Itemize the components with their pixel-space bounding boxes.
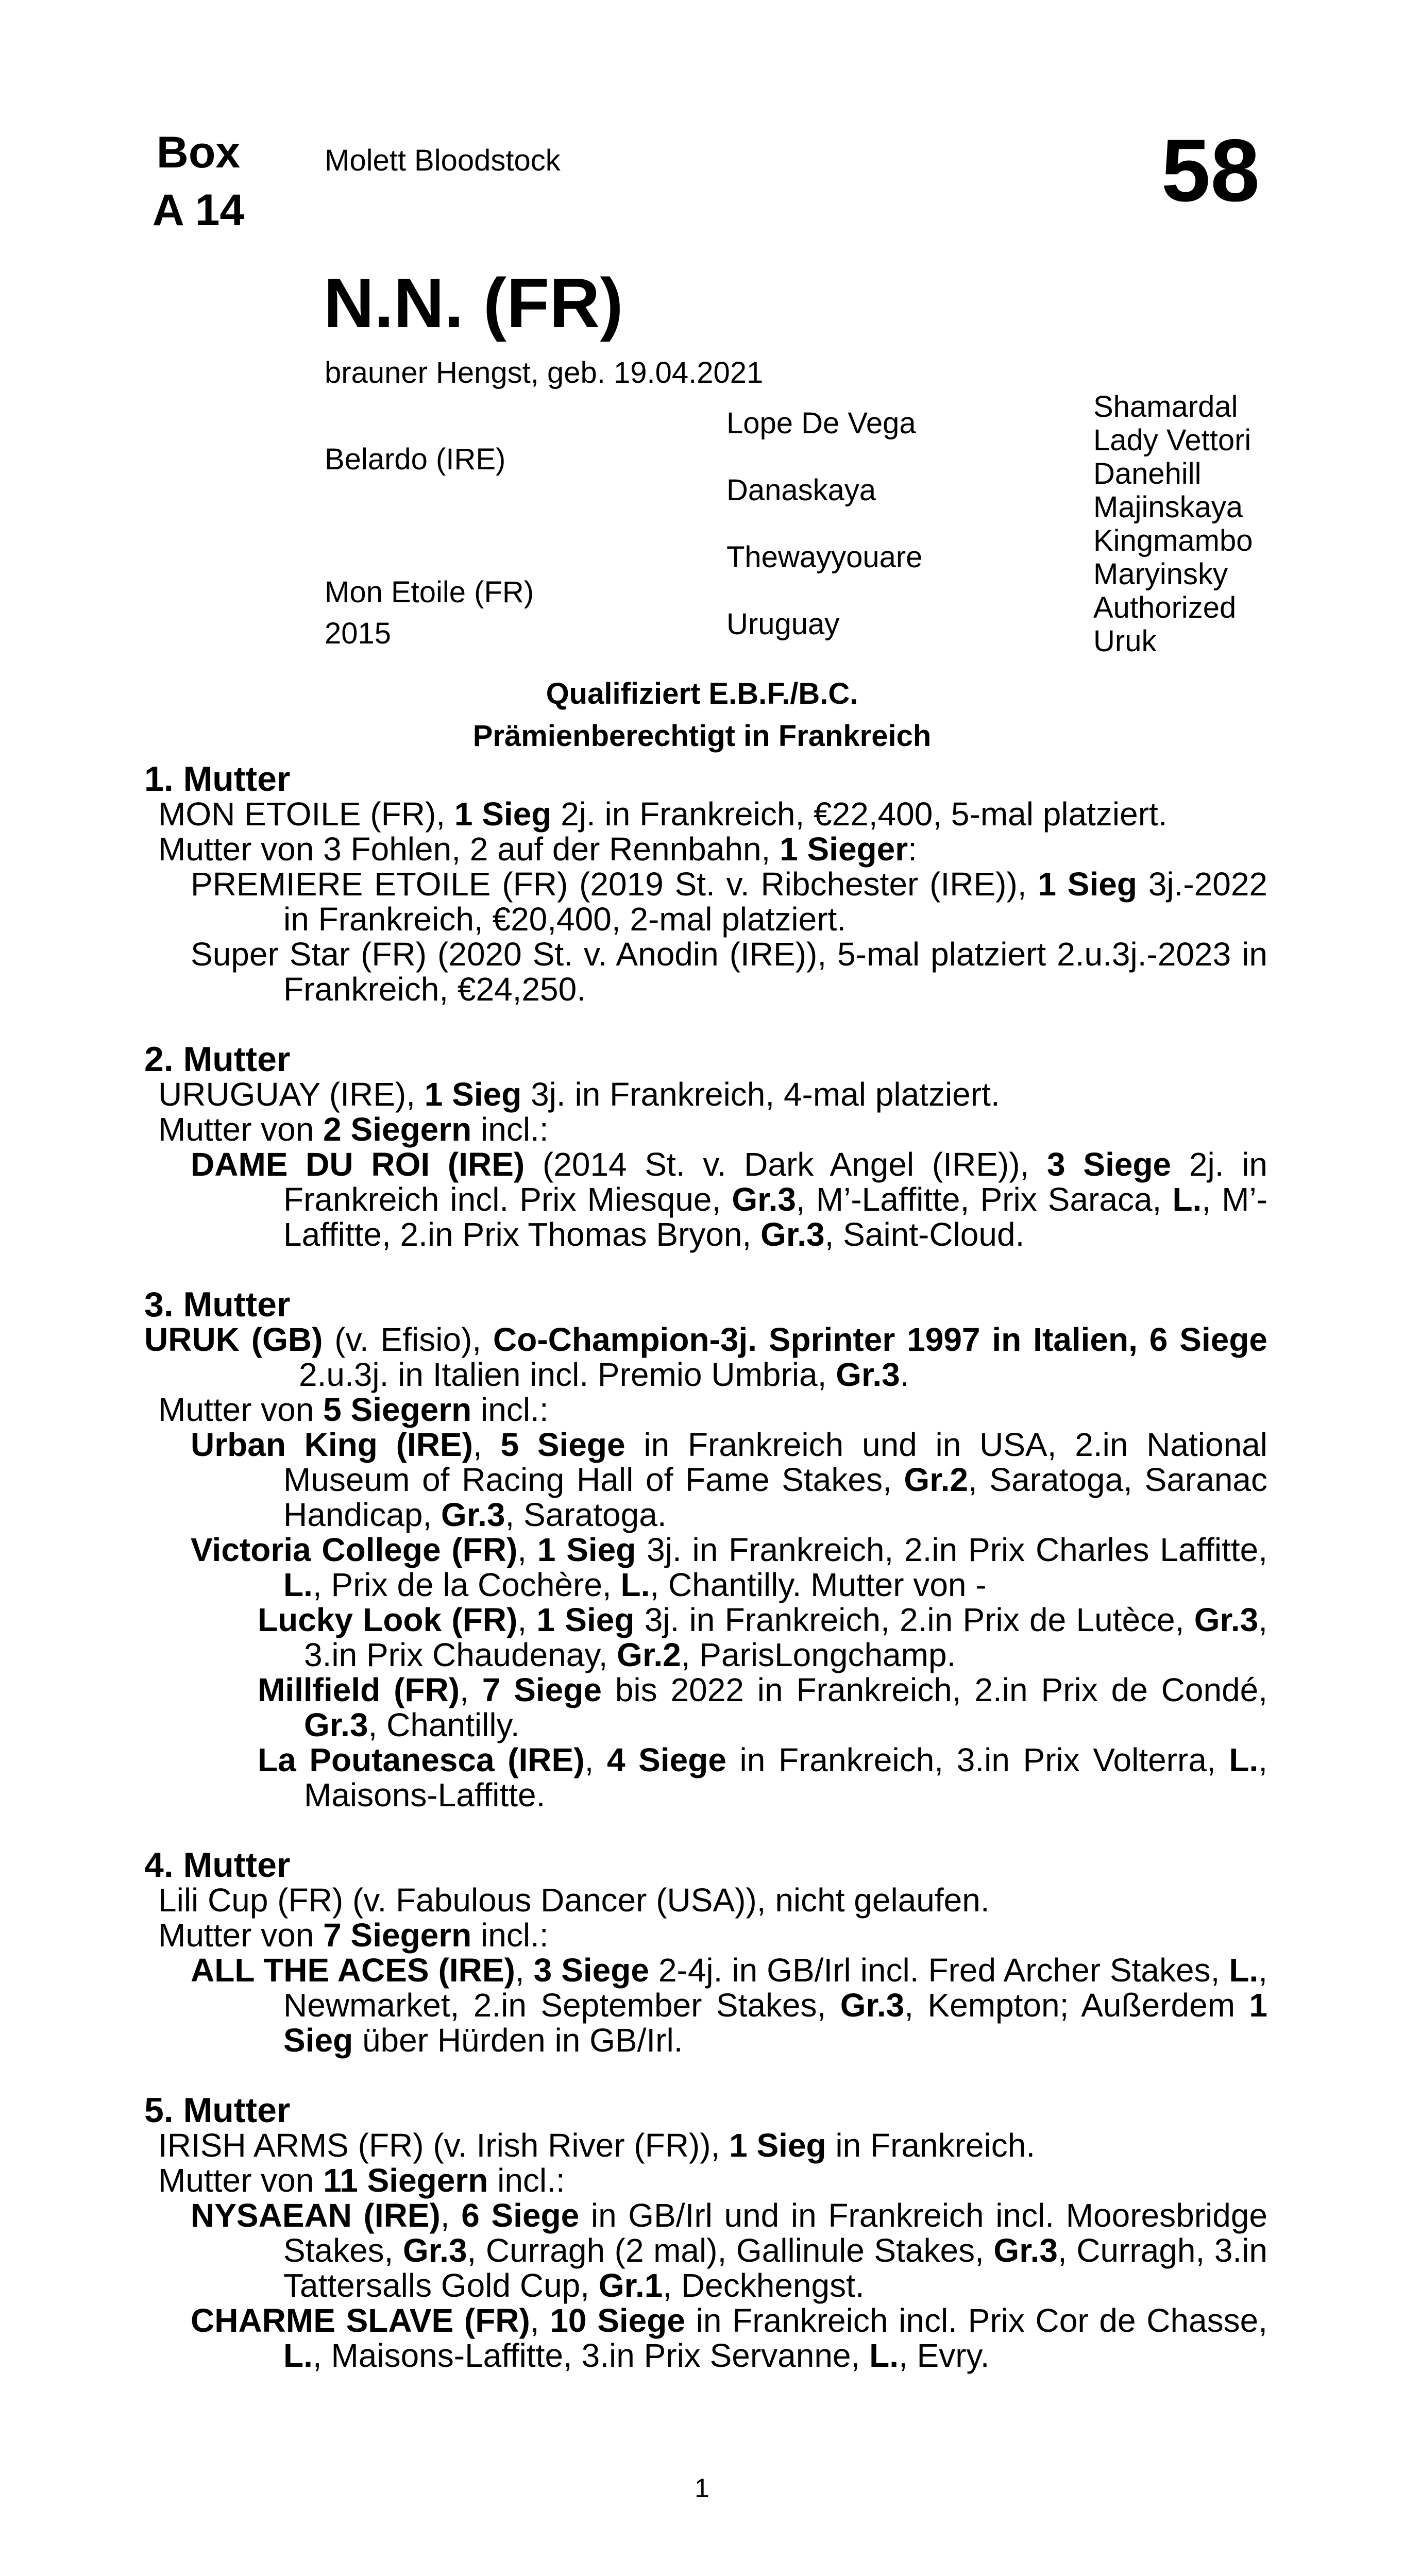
dam-line	[144, 761, 1267, 2408]
box-label	[131, 124, 265, 239]
section-2nd-dam	[144, 1042, 1267, 1252]
produce-summary: Mutter von 2 Siegern incl.:	[158, 1111, 549, 1148]
produce-summary: Mutter von 11 Siegern incl.:	[158, 2162, 565, 2199]
produce-summary: Mutter von 5 Siegern incl.:	[158, 1391, 549, 1428]
grand-produce-entry: La Poutanesca (IRE), 4 Siege in Frankreich, 3.in Prix Volterra, L., Maisons-Laffitte.	[258, 1741, 1268, 1814]
dam-entry: Lili Cup (FR) (v. Fabulous Dancer (USA)), nicht gelaufen.	[158, 1882, 990, 1919]
section-3rd-dam	[144, 1287, 1267, 1812]
section-4th-dam	[144, 1845, 1268, 2059]
pedigree-gen3-7: Authorized	[1093, 591, 1237, 624]
grand-produce-entry: Millfield (FR), 7 Siege bis 2022 in Frankreich, 2.in Prix de Condé, Gr.3, Chantilly.	[258, 1671, 1268, 1743]
produce-entry: ALL THE ACES (IRE), 3 Siege 2-4j. in GB/Irl incl. Fred Archer Stakes, L., Newmarket, 2.in September Stakes, Gr.3, Kempton; Außerdem 1 Sieg über Hürden in GB/Irl.	[191, 1952, 1268, 2059]
section-heading: 1. Mutter	[144, 759, 291, 799]
produce-summary: Mutter von 7 Siegern incl.:	[158, 1917, 549, 1954]
pedigree-gen3-8: Uruk	[1093, 624, 1157, 658]
pedigree-gen3-6: Maryinsky	[1093, 557, 1228, 591]
pedigree-gen3-4: Majinskaya	[1093, 490, 1243, 524]
produce-entry: Urban King (IRE), 5 Siege in Frankreich und in USA, 2.in National Museum of Racing Hall of Fame Stakes, Gr.2, Saratoga, Saranac Handicap, Gr.3, Saratoga.	[191, 1426, 1268, 1533]
section-1st-dam	[144, 761, 1267, 1007]
produce-entry: PREMIERE ETOILE (FR) (2019 St. v. Ribchester (IRE)), 1 Sieg 3j.-2022 in Frankreich, €20,400, 2-mal platziert.	[191, 866, 1268, 938]
produce-summary: Mutter von 3 Fohlen, 2 auf der Rennbahn, 1 Sieger:	[158, 831, 917, 868]
pedigree-gen2-4: Uruguay	[726, 607, 840, 641]
pedigree-gen2-1: Lope De Vega	[726, 406, 916, 440]
grand-produce-entry: Lucky Look (FR), 1 Sieg 3j. in Frankreich, 2.in Prix de Lutèce, Gr.3, 3.in Prix Chaudenay, Gr.2, ParisLongchamp.	[258, 1601, 1268, 1673]
produce-entry: CHARME SLAVE (FR), 10 Siege in Frankreich incl. Prix Cor de Chasse, L., Maisons-Laffitte, 3.in Prix Servanne, L., Evry.	[191, 2302, 1268, 2374]
pedigree-gen3-1: Shamardal	[1093, 390, 1238, 423]
qualification-praemie: Prämienberechtigt in Frankreich	[472, 719, 932, 753]
section-heading: 3. Mutter	[144, 1285, 291, 1324]
pedigree-gen2-3: Thewayyouare	[726, 540, 923, 574]
produce-entry: Super Star (FR) (2020 St. v. Anodin (IRE)), 5-mal platziert 2.u.3j.-2023 in Frankreich, €24,250.	[191, 936, 1267, 1008]
pedigree-gen3-3: Danehill	[1093, 457, 1202, 490]
lot-number: 58	[1161, 121, 1260, 220]
page-number: 1	[695, 2473, 709, 2503]
pedigree-sire: Belardo (IRE)	[325, 443, 506, 476]
section-heading: 5. Mutter	[144, 2091, 291, 2130]
dam-entry: URUK (GB) (v. Efisio), Co-Champion-3j. Sprinter 1997 in Italien, 6 Siege 2.u.3j. in Italien incl. Premio Umbria, Gr.3.	[144, 1321, 1267, 1393]
section-5th-dam	[144, 2093, 1267, 2373]
consignor: Molett Bloodstock	[325, 144, 561, 177]
horse-name: N.N. (FR)	[324, 264, 623, 342]
horse-description: brauner Hengst, geb. 19.04.2021	[325, 356, 764, 389]
section-heading: 4. Mutter	[144, 1845, 291, 1885]
produce-entry: NYSAEAN (IRE), 6 Siege in GB/Irl und in Frankreich incl. Mooresbridge Stakes, Gr.3, Curragh (2 mal), Gallinule Stakes, Gr.3, Curragh, 3.in Tattersalls Gold Cup, Gr.1, Deckhengst.	[191, 2197, 1268, 2304]
pedigree-dam: Mon Etoile (FR)	[325, 575, 534, 609]
box-label-line2: A 14	[152, 185, 245, 235]
produce-entry: DAME DU ROI (IRE) (2014 St. v. Dark Angel (IRE)), 3 Siege 2j. in Frankreich incl. Prix Miesque, Gr.3, M’-Laffitte, Prix Saraca, L., M’-Laffitte, 2.in Prix Thomas Bryon, Gr.3, Saint-Cloud.	[191, 1146, 1268, 1253]
pedigree-gen3-2: Lady Vettori	[1093, 423, 1251, 457]
qualification-ebf: Qualifiziert E.B.F./B.C.	[546, 677, 858, 710]
pedigree-gen3-5: Kingmambo	[1093, 524, 1253, 557]
box-label-line1: Box	[156, 128, 241, 177]
dam-entry: IRISH ARMS (FR) (v. Irish River (FR)), 1 Sieg in Frankreich.	[158, 2127, 1036, 2164]
dam-entry: MON ETOILE (FR), 1 Sieg 2j. in Frankreich, €22,400, 5-mal platziert.	[158, 795, 1168, 833]
produce-entry: Victoria College (FR), 1 Sieg 3j. in Frankreich, 2.in Prix Charles Laffitte, L., Prix de la Cochère, L., Chantilly. Mutter von -	[191, 1531, 1267, 1603]
dam-entry: URUGUAY (IRE), 1 Sieg 3j. in Frankreich, 4-mal platziert.	[158, 1076, 1000, 1113]
pedigree-dam-year: 2015	[325, 617, 392, 650]
section-heading: 2. Mutter	[144, 1040, 291, 1079]
pedigree-gen2-2: Danaskaya	[726, 473, 876, 507]
